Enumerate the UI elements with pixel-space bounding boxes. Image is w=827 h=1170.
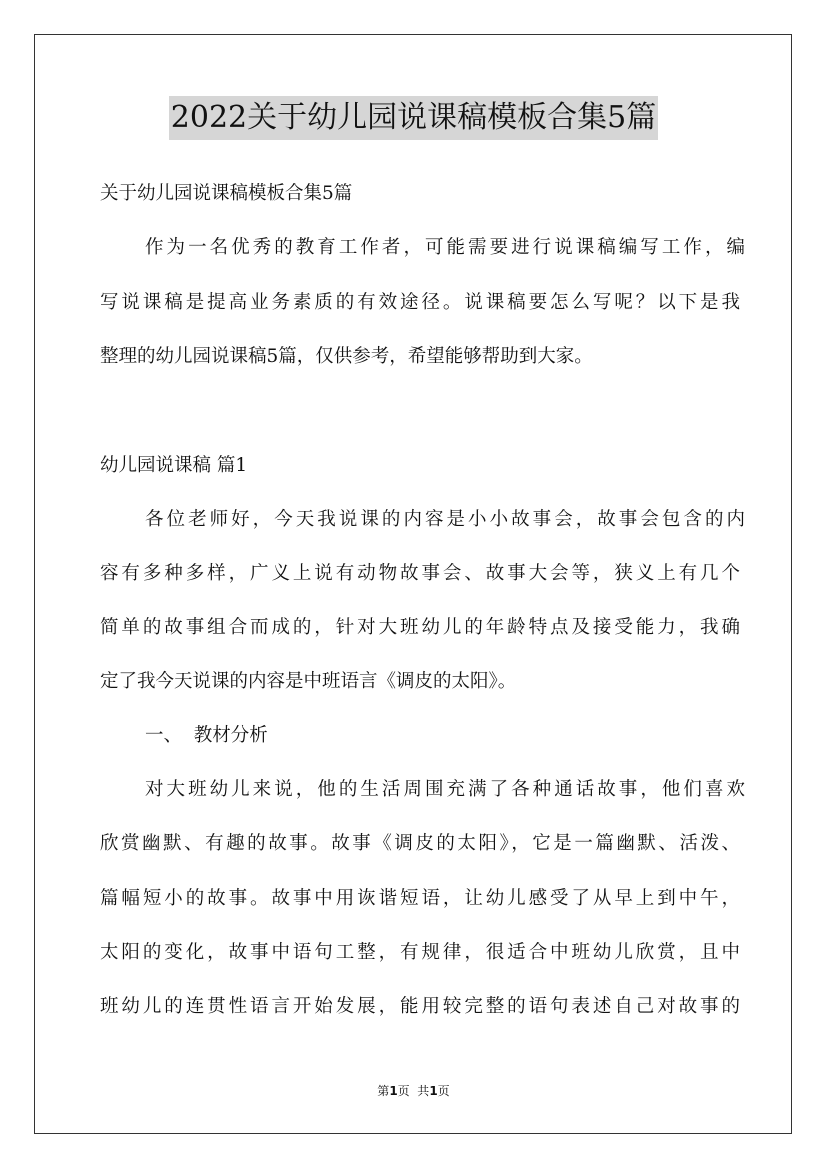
- intro-line-1: 作为一名优秀的教育工作者，可能需要进行说课稿编写工作，编: [145, 237, 745, 258]
- para1-line-2: 容有多种多样，广义上说有动物故事会、故事大会等，狭义上有几个: [100, 563, 740, 584]
- para2-line-1: 对大班幼儿来说，他的生活周围充满了各种通话故事，他们喜欢: [145, 779, 745, 800]
- document-title: 2022关于幼儿园说课稿模板合集5篇: [169, 96, 658, 140]
- subheading: 一、 教材分析: [145, 725, 268, 746]
- footer-total-pages: 1: [429, 1084, 438, 1098]
- title-container: [0, 96, 827, 140]
- footer-suffix: 页: [437, 1084, 450, 1098]
- para1-line-3: 简单的故事组合而成的，针对大班幼儿的年龄特点及接受能力，我确: [100, 617, 740, 638]
- document-subtitle: 关于幼儿园说课稿模板合集5篇: [100, 183, 353, 204]
- page-footer: [0, 1083, 827, 1099]
- para2-line-2: 欣赏幽默、有趣的故事。故事《调皮的太阳》，它是一篇幽默、活泼、: [100, 833, 740, 854]
- para2-line-3: 篇幅短小的故事。故事中用诙谐短语，让幼儿感受了从早上到中午，: [100, 888, 740, 909]
- footer-prefix: 第: [377, 1084, 390, 1098]
- para1-line-1: 各位老师好，今天我说课的内容是小小故事会，故事会包含的内: [145, 509, 745, 530]
- para2-line-4: 太阳的变化，故事中语句工整，有规律，很适合中班幼儿欣赏，且中: [100, 942, 740, 963]
- section-heading: 幼儿园说课稿 篇1: [100, 455, 248, 476]
- para2-line-5: 班幼儿的连贯性语言开始发展，能用较完整的语句表述自己对故事的: [100, 996, 740, 1017]
- intro-line-3: 整理的幼儿园说课稿5篇，仅供参考，希望能够帮助到大家。: [100, 346, 593, 367]
- intro-line-2: 写说课稿是提高业务素质的有效途径。说课稿要怎么写呢？以下是我: [100, 292, 740, 313]
- footer-page-number: 1: [389, 1084, 398, 1098]
- para1-line-4: 定了我今天说课的内容是中班语言《调皮的太阳》。: [100, 671, 517, 692]
- footer-mid: 页 共: [397, 1084, 430, 1098]
